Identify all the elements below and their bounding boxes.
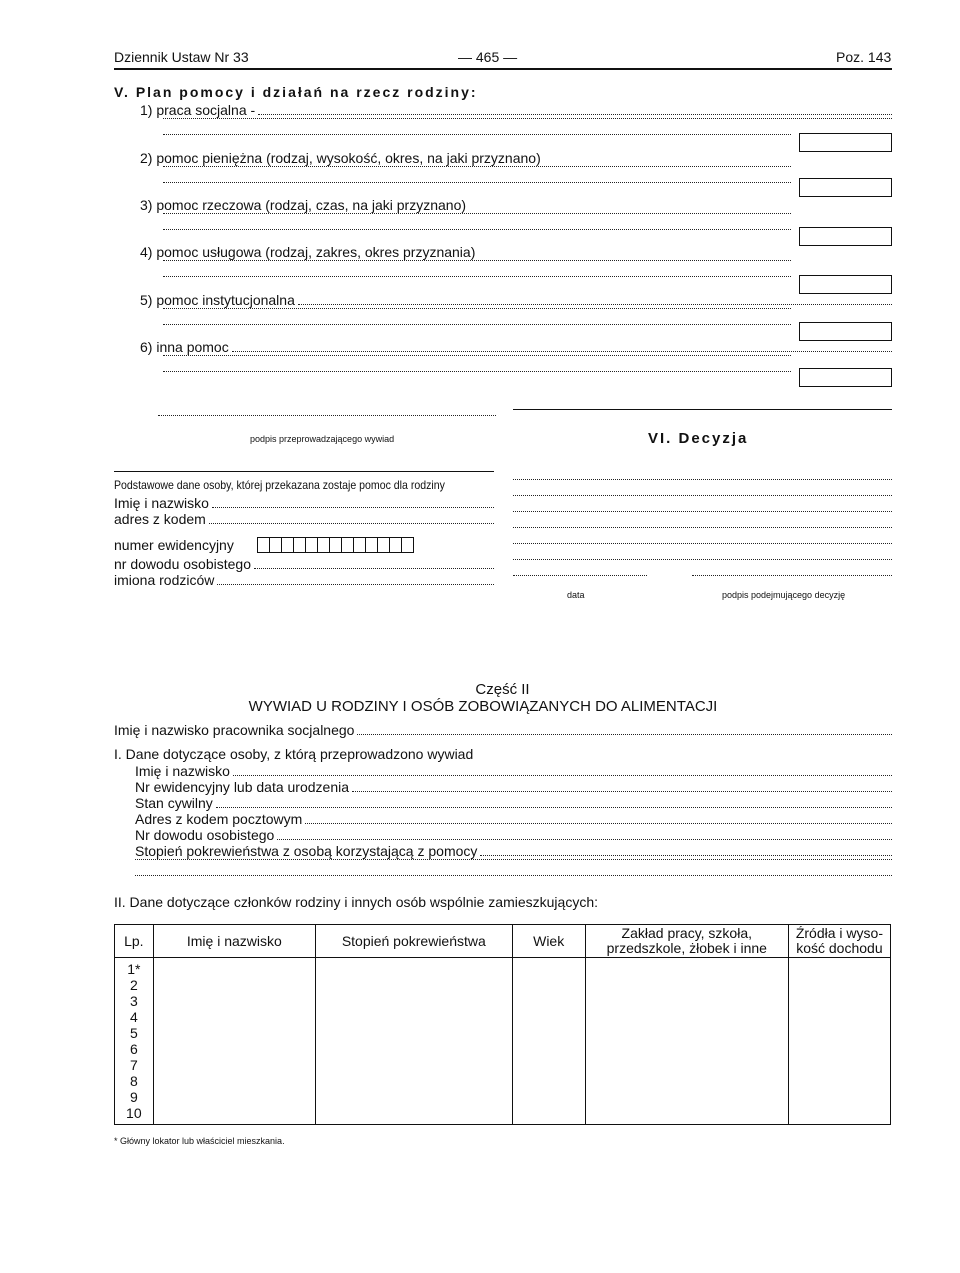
item-3-line-2[interactable] bbox=[163, 213, 791, 217]
item-5-line[interactable] bbox=[140, 292, 892, 308]
interviewer-signature-label: podpis przeprowadzającego wywiad bbox=[250, 434, 395, 444]
income-cells[interactable] bbox=[788, 958, 890, 1125]
col-age: Wiek bbox=[512, 925, 585, 958]
item-2-line-2[interactable] bbox=[163, 166, 791, 170]
basic-data-rule bbox=[114, 471, 494, 472]
row-number: 3 bbox=[129, 993, 138, 1009]
footnote: * Główny lokator lub właściciel mieszkania. bbox=[114, 1136, 285, 1146]
decision-line-5[interactable] bbox=[513, 543, 892, 547]
basic-pesel-field bbox=[114, 537, 264, 553]
row-number: 6 bbox=[129, 1041, 138, 1057]
item-6-box[interactable] bbox=[799, 368, 892, 387]
worker-field[interactable] bbox=[114, 722, 892, 738]
decision-date-line[interactable] bbox=[513, 575, 647, 579]
relation-cells[interactable] bbox=[315, 958, 512, 1125]
si-relation-label: Stopień pokrewieństwa z osobą korzystającą z pomocy bbox=[135, 843, 478, 859]
family-table bbox=[114, 924, 891, 1125]
worker-label: Imię i nazwisko pracownika socjalnego bbox=[114, 722, 355, 738]
item-1-line[interactable] bbox=[140, 102, 892, 118]
decision-line-1[interactable] bbox=[513, 479, 892, 483]
si-pesel-label: Nr ewidencyjny lub data urodzenia bbox=[135, 779, 350, 795]
item-4-line-2[interactable] bbox=[163, 260, 791, 264]
item-4-line-3[interactable] bbox=[163, 276, 791, 280]
decision-line-2[interactable] bbox=[513, 495, 892, 499]
col-income: Źródła i wyso- kość dochodu bbox=[788, 925, 890, 958]
section-vi-title: VI. Decyzja bbox=[648, 430, 749, 447]
si-name-field[interactable] bbox=[135, 763, 892, 779]
decision-rule bbox=[513, 409, 892, 410]
col-lp: Lp. bbox=[115, 925, 154, 958]
si-name-label: Imię i nazwisko bbox=[135, 763, 230, 779]
age-cells[interactable] bbox=[512, 958, 585, 1125]
section-i-title: I. Dane dotyczące osoby, z którą przeprowadzono wywiad bbox=[114, 746, 474, 762]
item-2-box[interactable] bbox=[799, 178, 892, 197]
row-number: 4 bbox=[129, 1009, 138, 1025]
decision-line-4[interactable] bbox=[513, 527, 892, 531]
name-cells[interactable] bbox=[153, 958, 315, 1125]
si-civil-label: Stan cywilny bbox=[135, 795, 213, 811]
col-workplace: Zakład pracy, szkoła, przedszkole, żłobek i inne bbox=[585, 925, 788, 958]
pesel-digit-boxes[interactable] bbox=[257, 537, 414, 553]
item-3-label: 3) pomoc rzeczowa (rodzaj, czas, na jaki przyznano) bbox=[140, 197, 467, 213]
header-rule bbox=[114, 68, 892, 70]
item-5-line-2[interactable] bbox=[163, 308, 791, 312]
item-5-label: 5) pomoc instytucjonalna bbox=[140, 292, 295, 308]
decision-signature-label: podpis podejmującego decyzję bbox=[722, 590, 846, 600]
item-5-line-3[interactable] bbox=[163, 324, 791, 328]
item-3-line[interactable] bbox=[140, 197, 892, 213]
row-number: 2 bbox=[129, 977, 138, 993]
si-relation-field[interactable] bbox=[135, 843, 892, 859]
item-2-line-3[interactable] bbox=[163, 182, 791, 186]
basic-address-label: adres z kodem bbox=[114, 511, 206, 527]
section-ii-title: II. Dane dotyczące członków rodziny i innych osób wspólnie zamieszkujących: bbox=[114, 894, 599, 910]
row-number: 1* bbox=[127, 961, 141, 977]
journal-title: Dziennik Ustaw Nr 33 bbox=[114, 49, 249, 65]
lp-column bbox=[115, 958, 154, 1125]
basic-id-field[interactable] bbox=[114, 556, 494, 572]
item-4-line[interactable] bbox=[140, 244, 892, 260]
basic-pesel-label: numer ewidencyjny bbox=[114, 537, 234, 553]
col-relation: Stopień pokrewieństwa bbox=[315, 925, 512, 958]
item-1-line-2[interactable] bbox=[163, 118, 892, 122]
item-6-line-2[interactable] bbox=[163, 355, 791, 359]
decision-line-3[interactable] bbox=[513, 511, 892, 515]
si-id-field[interactable] bbox=[135, 827, 892, 843]
item-6-line-3[interactable] bbox=[163, 371, 791, 375]
interviewer-signature-line[interactable] bbox=[158, 415, 496, 419]
item-2-label: 2) pomoc pieniężna (rodzaj, wysokość, okres, na jaki przyznano) bbox=[140, 150, 541, 166]
basic-data-heading: Podstawowe dane osoby, której przekazana zostaje pomoc dla rodziny bbox=[114, 478, 445, 492]
item-2-line[interactable] bbox=[140, 150, 892, 166]
item-1-label: 1) praca socjalna - bbox=[140, 102, 256, 118]
si-pesel-field[interactable] bbox=[135, 779, 892, 795]
workplace-cells[interactable] bbox=[585, 958, 788, 1125]
si-extra-line-1[interactable] bbox=[135, 859, 892, 863]
basic-parents-label: imiona rodziców bbox=[114, 572, 215, 588]
row-number: 7 bbox=[129, 1057, 138, 1073]
row-number: 5 bbox=[129, 1025, 138, 1041]
item-4-label: 4) pomoc usługowa (rodzaj, zakres, okres przyznania) bbox=[140, 244, 476, 260]
row-number: 9 bbox=[129, 1089, 138, 1105]
basic-name-label: Imię i nazwisko bbox=[114, 495, 209, 511]
item-6-label: 6) inna pomoc bbox=[140, 339, 229, 355]
decision-line-6[interactable] bbox=[513, 559, 892, 563]
si-address-label: Adres z kodem pocztowym bbox=[135, 811, 303, 827]
basic-address-field[interactable] bbox=[114, 511, 494, 527]
basic-id-label: nr dowodu osobistego bbox=[114, 556, 251, 572]
si-civil-field[interactable] bbox=[135, 795, 892, 811]
part-two-subtitle: WYWIAD U RODZINY I OSÓB ZOBOWIĄZANYCH DO ALIMENTACJI bbox=[248, 698, 718, 715]
row-number: 10 bbox=[126, 1105, 142, 1121]
si-extra-line-2[interactable] bbox=[135, 875, 892, 879]
item-6-line[interactable] bbox=[140, 339, 892, 355]
item-3-line-3[interactable] bbox=[163, 229, 791, 233]
page-number: — 465 — bbox=[458, 49, 518, 65]
si-address-field[interactable] bbox=[135, 811, 892, 827]
section-v-title: V. Plan pomocy i działań na rzecz rodziny: bbox=[114, 84, 478, 100]
basic-name-field[interactable] bbox=[114, 495, 494, 511]
col-name: Imię i nazwisko bbox=[153, 925, 315, 958]
si-id-label: Nr dowodu osobistego bbox=[135, 827, 275, 843]
row-number: 8 bbox=[129, 1073, 138, 1089]
position-number: Poz. 143 bbox=[836, 49, 892, 65]
part-two-title: Część II bbox=[475, 681, 530, 698]
decision-date-label: data bbox=[567, 590, 585, 600]
item-1-line-3[interactable] bbox=[163, 134, 791, 138]
decision-signature-line[interactable] bbox=[692, 575, 892, 579]
basic-parents-field[interactable] bbox=[114, 572, 494, 588]
